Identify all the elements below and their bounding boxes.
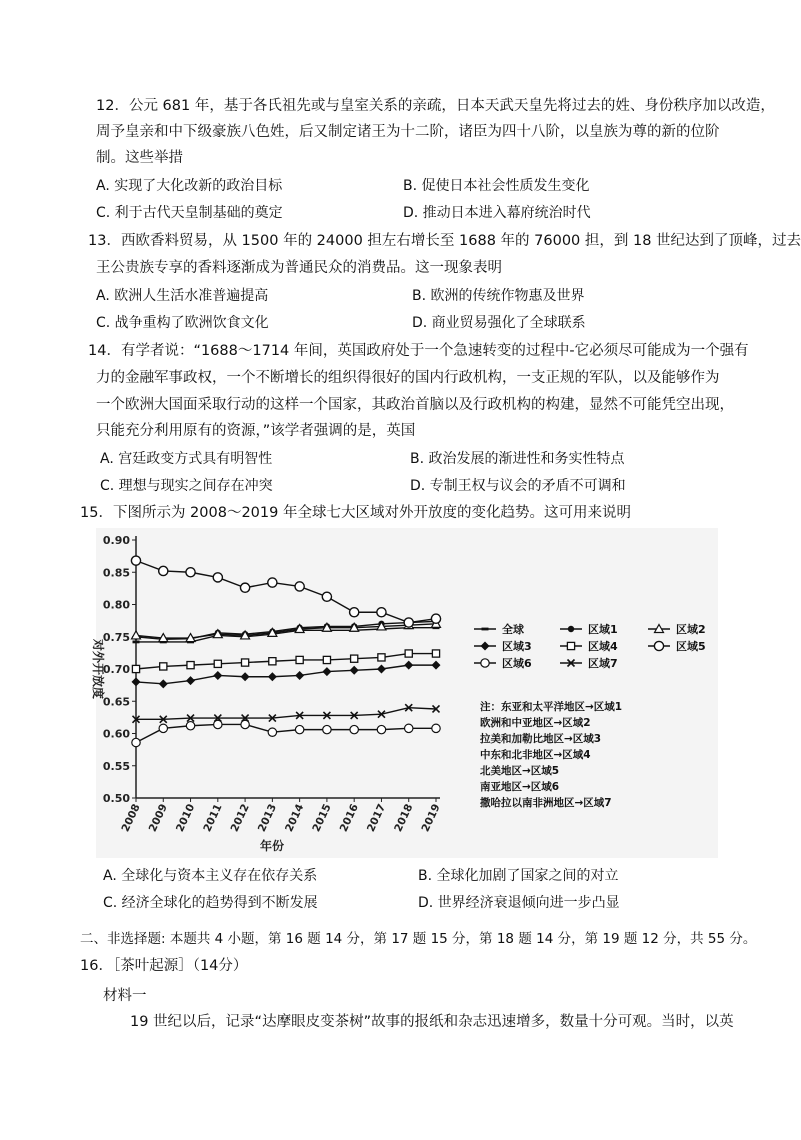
legend-label: 区域4	[588, 640, 618, 653]
legend-label: 全球	[502, 623, 524, 636]
x-tick-label: 2016	[337, 802, 361, 834]
q12-option-a: A. 实现了大化改新的政治目标	[96, 178, 283, 194]
q12-stem-line1: 12．公元 681 年，基于各氏祖先或与皇室关系的亲疏，日本天武天皇先将过去的姓、身份秩序加以改造，	[96, 98, 775, 114]
series-5-point	[269, 658, 276, 665]
series-5-point	[241, 659, 248, 666]
y-axis-title: 对外开放度	[91, 638, 105, 700]
series-5-point	[296, 656, 303, 663]
q13-stem-line2: 王公贵族专享的香料逐渐成为普通民众的消费品。这一现象表明	[96, 260, 502, 276]
x-tick-label: 2013	[255, 802, 280, 834]
y-tick-label: 0.65	[102, 695, 130, 709]
q13-option-b: B. 欧洲的传统作物惠及世界	[412, 288, 585, 304]
series-6-point	[159, 566, 168, 575]
chart-note-line: 注：东亚和太平洋地区→区域1	[480, 701, 623, 713]
y-tick-label: 0.75	[102, 630, 130, 644]
series-7-point	[432, 724, 440, 732]
legend-swatch-marker	[654, 641, 663, 650]
q12-option-c: C. 利于古代天皇制基础的奠定	[96, 205, 283, 221]
openness-chart	[91, 528, 718, 858]
series-6-point	[377, 608, 386, 617]
q14-stem-line2: 力的金融军事政权，一个不断增长的组织得很好的国内行政机构，一支正规的军队，以及能够作为	[96, 370, 720, 386]
series-5-point	[160, 663, 167, 670]
chart-note-line: 拉美和加勒比地区→区域3	[480, 733, 602, 745]
y-tick-label: 0.60	[102, 727, 130, 741]
series-7-point	[268, 728, 276, 736]
series-5-point	[432, 650, 439, 657]
legend-label: 区域3	[502, 640, 532, 653]
x-tick-label: 2017	[364, 802, 389, 834]
q13-option-d: D. 商业贸易强化了全球联系	[412, 315, 586, 331]
q14-option-b: B. 政治发展的渐进性和务实性特点	[410, 451, 625, 467]
q12-option-d: D. 推动日本进入幕府统治时代	[403, 205, 591, 221]
series-6-point	[186, 568, 195, 577]
q14-option-d: D. 专制王权与议会的矛盾不可调和	[410, 478, 626, 494]
q16-material-label: 材料一	[103, 988, 147, 1004]
series-5-point	[187, 662, 194, 669]
legend-label: 区域6	[502, 657, 532, 670]
legend-label: 区域2	[676, 623, 706, 636]
series-7-point	[377, 725, 385, 733]
series-7-point	[295, 725, 303, 733]
y-tick-label: 0.80	[102, 598, 130, 612]
q14-stem-line3: 一个欧洲大国面采取行动的这样一个国家，其政治首脑以及行政机构的构建，显然不可能凭空出现，	[96, 397, 734, 413]
series-6-point	[213, 573, 222, 582]
q15-option-c: C. 经济全球化的趋势得到不断发展	[103, 895, 318, 911]
series-5-point	[378, 654, 385, 661]
series-6-point	[404, 618, 413, 627]
series-5-point	[323, 656, 330, 663]
x-tick-label: 2010	[174, 802, 198, 834]
series-7-point	[350, 725, 358, 733]
x-tick-label: 2009	[146, 802, 170, 834]
legend-swatch-marker	[567, 642, 574, 649]
q15-stem: 15．下图所示为 2008～2019 年全球七大区域对外开放度的变化趋势。这可用来说明	[80, 505, 631, 521]
y-tick-label: 0.50	[102, 792, 130, 805]
q14-stem-line4: 只能充分利用原有的资源，”该学者强调的是，英国	[96, 423, 416, 439]
x-tick-label: 2014	[283, 802, 307, 834]
x-tick-label: 2018	[392, 802, 416, 834]
x-tick-label: 2015	[310, 802, 334, 834]
q15-option-b: B. 全球化加剧了国家之间的对立	[418, 868, 619, 884]
x-axis-title: 年份	[259, 839, 285, 853]
series-6-point	[240, 583, 249, 592]
q14-option-c: C. 理想与现实之间存在冲突	[100, 478, 273, 494]
chart-note-line: 中东和北非地区→区域4	[480, 749, 591, 761]
series-5-point	[405, 650, 412, 657]
series-7-point	[159, 724, 167, 732]
series-1-point	[133, 641, 140, 644]
series-6-point	[350, 608, 359, 617]
series-7-point	[405, 724, 413, 732]
legend-label: 区域7	[588, 657, 618, 670]
y-tick-label: 0.85	[102, 566, 130, 580]
series-6-point	[431, 614, 440, 623]
series-5-point	[351, 655, 358, 662]
y-tick-label: 0.70	[102, 663, 130, 676]
series-7-point	[186, 722, 194, 730]
legend-label: 区域5	[676, 640, 706, 653]
legend-swatch-marker	[481, 659, 489, 667]
legend-swatch-marker	[568, 626, 574, 632]
chart-svg	[91, 528, 718, 858]
q12-option-b: B. 促使日本社会性质发生变化	[403, 178, 590, 194]
x-tick-label: 2008	[119, 802, 143, 834]
q16-material-text: 19 世纪以后，记录“达摩眼皮变茶树”故事的报纸和杂志迅速增多，数量十分可观。当时，以英	[130, 1014, 734, 1030]
legend-label: 区域1	[588, 623, 618, 636]
chart-note-line: 南亚地区→区域6	[480, 781, 560, 793]
q16-title: 16．［茶叶起源］（14分）	[80, 958, 248, 974]
series-5-point	[132, 665, 139, 672]
x-tick-label: 2011	[201, 802, 225, 834]
legend-swatch-marker	[482, 628, 489, 631]
y-tick-label: 0.55	[102, 759, 130, 773]
q13-stem-line1: 13．西欧香料贸易，从 1500 年的 24000 担左右增长至 1688 年的 76000 担，到 18 世纪达到了顶峰，过去	[88, 233, 801, 249]
series-6-point	[322, 592, 331, 601]
x-tick-label: 2012	[228, 802, 252, 834]
q15-option-d: D. 世界经济衰退倾向进一步凸显	[418, 895, 620, 911]
q15-option-a: A. 全球化与资本主义存在依存关系	[103, 868, 318, 884]
chart-note-line: 北美地区→区域5	[480, 765, 560, 777]
chart-note-line: 撒哈拉以南非洲地区→区域7	[480, 797, 612, 809]
chart-note-line: 欧洲和中亚地区→区域2	[480, 717, 591, 729]
series-7-point	[323, 725, 331, 733]
q14-stem-line1: 14．有学者说：“1688～1714 年间，英国政府处于一个急速转变的过程中-它必须尽可能成为一个强有	[88, 343, 749, 359]
x-tick-label: 2019	[419, 802, 443, 834]
series-6-point	[295, 582, 304, 591]
section2-heading: 二、非选择题: 本题共 4 小题，第 16 题 14 分，第 17 题 15 分，第 18 题 14 分，第 19 题 12 分，共 55 分。	[80, 931, 757, 947]
y-tick-label: 0.90	[102, 534, 130, 547]
q12-stem-line2: 周予皇亲和中下级豪族八色姓，后又制定诸王为十二阶，诸臣为四十八阶，以皇族为尊的新的位阶	[96, 124, 720, 140]
series-7-point	[132, 738, 140, 746]
q13-option-c: C. 战争重构了欧洲饮食文化	[96, 315, 269, 331]
q12-stem-line3: 制。这些举措	[96, 150, 183, 166]
q13-option-a: A. 欧洲人生活水准普遍提高	[96, 288, 269, 304]
series-5-point	[214, 660, 221, 667]
series-6-point	[131, 556, 140, 565]
q14-option-a: A. 宫廷政变方式具有明智性	[100, 451, 273, 467]
series-6-point	[268, 578, 277, 587]
